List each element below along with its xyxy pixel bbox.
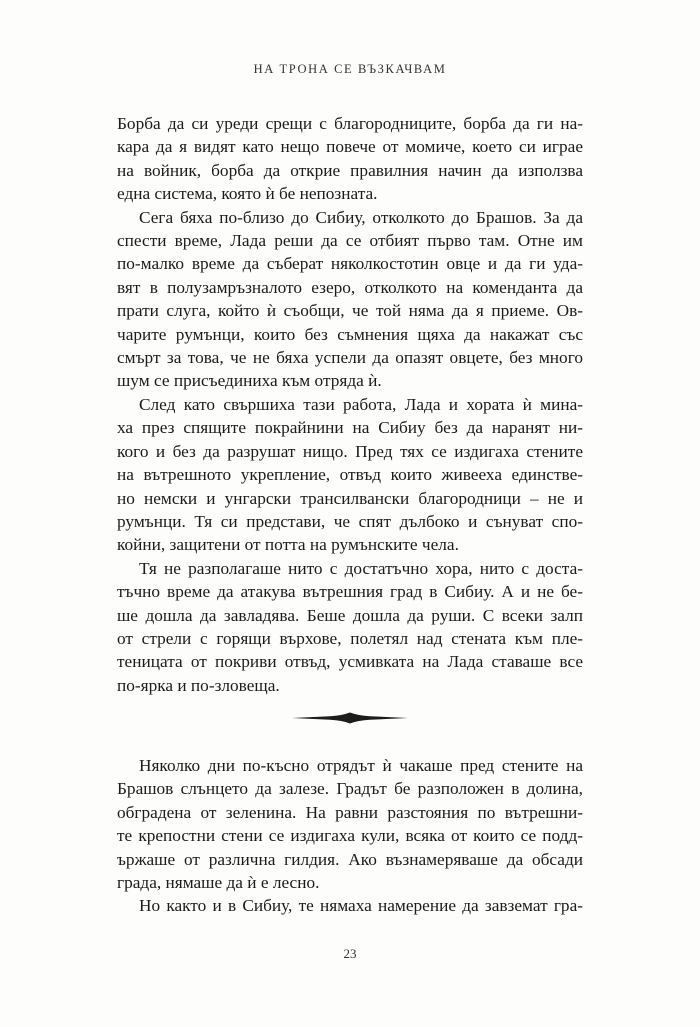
- text-line: румънци. Тя си представи, че спят дълбоко и сънуват спо-: [117, 511, 583, 531]
- paragraph-3: [117, 393, 583, 557]
- text-line: чарите румънци, които без съмнения щяха да накажат със: [117, 324, 583, 344]
- text-line: теницата от покриви отвъд, усмивката на Лада ставаше все: [117, 652, 583, 672]
- text-line: те крепостни стени се издигаха кули, всяка от които се подд-: [117, 826, 583, 846]
- text-line: След като свършиха тази работа, Лада и хората ѝ мина-: [139, 394, 583, 414]
- section-1: [117, 112, 583, 697]
- text-line: ържаше от различна гилдия. Ако възнамеряваше да обсади: [117, 849, 583, 869]
- text-line: на войник, борба да открие правилния начин да използва: [117, 160, 583, 180]
- text-line: от стрели с горящи върхове, полетял над стената към пле-: [117, 628, 583, 648]
- text-line: смърт за това, че не бяха успели да опазят овцете, без много: [117, 348, 583, 368]
- section-2: [117, 754, 583, 918]
- text-line: кара да я видят като нещо повече от момиче, което си играе: [117, 137, 583, 157]
- text-line: шум се присъединиха към отряда ѝ.: [117, 371, 382, 391]
- text-line: Брашов слънцето да залезе. Градът бе разположен в долина,: [117, 779, 583, 799]
- text-line: по-ярка и по-зловеща.: [117, 675, 280, 695]
- text-line: града, нямаше да ѝ е лесно.: [117, 873, 320, 893]
- text-line: по-малко време да съберат няколкостотин овце и да ги уда-: [117, 254, 583, 274]
- paragraph-5: [117, 754, 583, 894]
- text-line: Но както и в Сибиу, те нямаха намерение да завземат гра-: [139, 896, 583, 916]
- text-line: Няколко дни по-късно отрядът ѝ чакаше пред стените на: [139, 756, 583, 775]
- text-line: Сега бяха по-близо до Сибиу, отколкото до Брашов. За да: [139, 207, 583, 227]
- text-line: койни, защитени от потта на румънските чела.: [117, 535, 459, 555]
- text-line: прати слуга, който ѝ съобщи, че той няма да я приеме. Ов-: [117, 301, 583, 321]
- paragraph-6: [117, 894, 583, 917]
- text-line: кого и без да разрушат нищо. Пред тях се издигаха стените: [117, 441, 583, 461]
- ornamental-divider: [290, 711, 410, 725]
- text-line: ха през спящите покрайнини на Сибиу без да наранят ни-: [117, 418, 583, 438]
- text-line: една система, която ѝ бе непозната.: [117, 184, 378, 204]
- text-line: вят в полузамръзналото езеро, отколкото на коменданта да: [117, 277, 583, 297]
- text-line: ше дошла да завладява. Беше дошла да руши. С всеки залп: [117, 605, 583, 625]
- text-line: спести време, Лада реши да се отбият първо там. Отне им: [117, 231, 583, 251]
- page-number: 23: [343, 946, 357, 961]
- text-line: на вътрешното укрепление, отвъд които живееха единстве-: [117, 465, 583, 485]
- paragraph-4: [117, 557, 583, 697]
- text-line: обградена от зеленина. На равни разстояния по вътрешни-: [117, 802, 583, 822]
- paragraph-1: [117, 112, 583, 206]
- text-line: тъчно време да атакува вътрешния град в Сибиу. А и не бе-: [117, 582, 583, 602]
- text-line: Тя не разполагаше нито с достатъчно хора, нито с доста-: [139, 558, 583, 578]
- running-header: НА ТРОНА СЕ ВЪЗКАЧВАМ: [253, 62, 447, 76]
- text-line: но немски и унгарски трансилвански благородници – не и: [117, 488, 583, 508]
- paragraph-2: [117, 206, 583, 393]
- text-line: Борба да си уреди срещи с благородниците, борба да ги на-: [117, 114, 583, 133]
